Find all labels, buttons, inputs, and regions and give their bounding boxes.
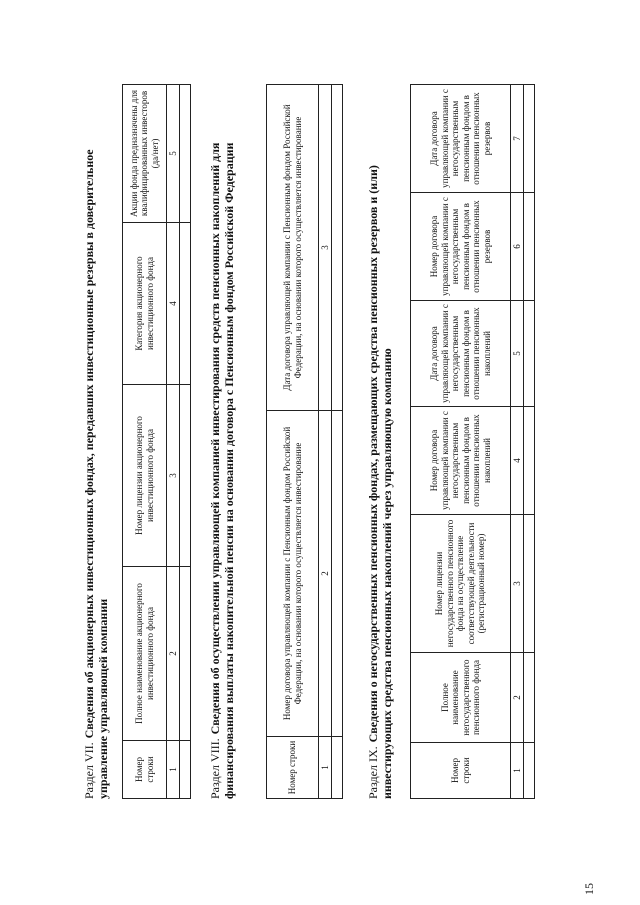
s9-header-1: Номер строки xyxy=(411,743,511,799)
s7-empty-row xyxy=(180,85,191,799)
section-9-title: Сведения о негосударственных пенсионных фондах, размещающих средства пенсионных резервов и (или) инвестирующих средства пенсионных накоплений через управляющую компанию xyxy=(366,165,394,799)
s7-header-3: Номер лицензии акционерного инвестиционного фонда xyxy=(123,385,167,567)
s9-empty-row xyxy=(524,85,535,799)
section-7-title: Сведения об акционерных инвестиционных фондах, передавших инвестиционные резервы в доверительное управление управляющей компании xyxy=(82,149,110,799)
section-8-label: Раздел VIII. xyxy=(208,738,222,799)
s9-header-2: Полное наименование негосударственного пенсионного фонда xyxy=(411,653,511,743)
s7-col-number-3: 3 xyxy=(167,385,180,567)
section-9-table xyxy=(410,84,535,799)
s9-header-5: Дата договора управляющей компании с негосударственным пенсионным фондом в отношении пенсионных накоплений xyxy=(411,301,511,407)
s9-col-number-3: 3 xyxy=(511,515,524,653)
s7-header-5: Акции фонда предназначены для квалифицированных инвесторов (да/нет) xyxy=(123,85,167,223)
section-8-heading xyxy=(208,89,236,799)
s7-header-1: Номер строки xyxy=(123,741,167,799)
section-8-title: Сведения об осуществлении управляющей компанией инвестирования средств пенсионных накоплений для финансирования выплаты накопительной пенсии на основании договора с Пенсионным фондом Российской Федерации xyxy=(208,142,236,799)
section-7-heading xyxy=(82,89,110,799)
section-9-heading xyxy=(366,89,394,799)
s7-header-4: Категория акционерного инвестиционного фонда xyxy=(123,223,167,385)
section-7-table xyxy=(122,84,191,799)
s9-header-3: Номер лицензии негосударственного пенсионного фонда на осуществление соответствующей деятельности (регистрационный номер) xyxy=(411,515,511,653)
s8-empty-row xyxy=(332,85,343,799)
s7-col-number-1: 1 xyxy=(167,741,180,799)
s9-col-number-5: 5 xyxy=(511,301,524,407)
s8-header-2: Номер договора управляющей компании с Пенсионным фондом Российской Федерации, на основании которого осуществляется инвестирование xyxy=(267,411,319,737)
section-7-label: Раздел VII. xyxy=(82,742,96,799)
s8-col-number-3: 3 xyxy=(319,85,332,411)
s8-col-number-2: 2 xyxy=(319,411,332,737)
s8-col-number-1: 1 xyxy=(319,737,332,799)
s7-header-2: Полное наименование акционерного инвестиционного фонда xyxy=(123,567,167,741)
section-8-table xyxy=(266,84,343,799)
s7-col-number-4: 4 xyxy=(167,223,180,385)
s9-header-4: Номер договора управляющей компании с негосударственным пенсионным фондом в отношении пенсионных накоплений xyxy=(411,407,511,515)
s9-col-number-1: 1 xyxy=(511,743,524,799)
s9-header-6: Номер договора управляющей компании с негосударственным пенсионным фондом в отношении пенсионных резервов xyxy=(411,193,511,301)
s8-header-3: Дата договора управляющей компании с Пенсионным фондом Российской Федерации, на основании которого осуществляется инвестирование xyxy=(267,85,319,411)
s9-col-number-2: 2 xyxy=(511,653,524,743)
s8-header-1: Номер строки xyxy=(267,737,319,799)
s9-header-7: Дата договора управляющей компании с негосударственным пенсионным фондом в отношении пенсионных резервов xyxy=(411,85,511,193)
s7-col-number-5: 5 xyxy=(167,85,180,223)
s9-col-number-4: 4 xyxy=(511,407,524,515)
s9-col-number-7: 7 xyxy=(511,85,524,193)
page-number: 15 xyxy=(582,883,596,895)
section-9-label: Раздел IX. xyxy=(366,746,380,799)
s9-col-number-6: 6 xyxy=(511,193,524,301)
s7-col-number-2: 2 xyxy=(167,567,180,741)
